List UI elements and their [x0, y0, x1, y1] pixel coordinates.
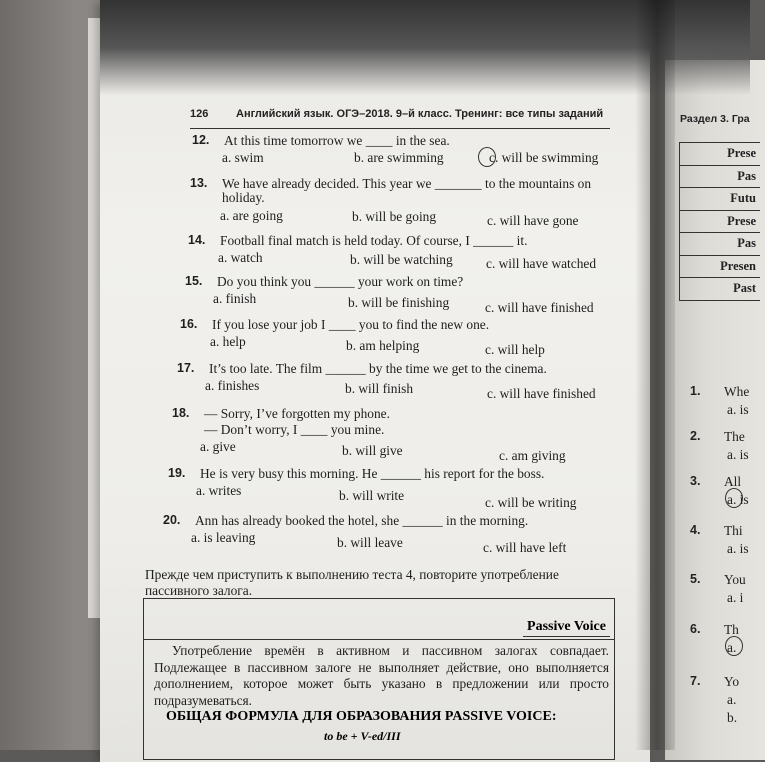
question-number: 15. [185, 274, 203, 288]
question-text: We have already decided. This year we _______ to the mountains on [222, 176, 592, 191]
question-text: He is very busy this morning. He ______ his report for the boss. [200, 466, 545, 481]
answer-circle [478, 147, 496, 167]
question-text: It’s too late. The film ______ by the time we get to the cinema. [209, 361, 547, 376]
question-number: 19. [168, 466, 186, 480]
tenses-table [679, 142, 760, 301]
option-b: b. will be finishing [348, 295, 450, 310]
option-a: a. are going [220, 208, 283, 223]
option-a: a. finishes [205, 378, 260, 393]
question-text: Do you think you ______ your work on time? [217, 274, 464, 289]
table-cell: Pas [680, 233, 760, 256]
question-text: If you lose your job I ____ you to find the new one. [212, 317, 490, 332]
question-text-line2: — Don’t worry, I ____ you mine. [204, 422, 385, 437]
option-b: b. will finish [345, 381, 414, 396]
option-c: c. will have finished [487, 386, 596, 401]
option-c: c. will have gone [487, 213, 579, 228]
option-a: a. writes [196, 483, 242, 498]
option-c: c. will be swimming [489, 150, 598, 166]
table-cell: Prese [680, 143, 760, 166]
passive-voice-box [143, 598, 615, 760]
question-number: 13. [190, 176, 208, 190]
option-c: c. will have finished [485, 300, 594, 315]
option-a: a. swim [222, 150, 264, 165]
option-a: a. help [210, 334, 246, 349]
question-text-line2: holiday. [222, 190, 265, 205]
page-number: 126 [190, 108, 209, 120]
question-number: 16. [180, 317, 198, 331]
table-cell: Presen [680, 256, 760, 279]
option-c: c. will help [485, 342, 545, 357]
question-number: 17. [177, 361, 195, 375]
page-header [190, 108, 610, 129]
box-title: Passive Voice [523, 619, 610, 637]
table-cell: Past [680, 278, 760, 301]
option-a: a. finish [213, 291, 257, 306]
option-b: b. will be watching [350, 252, 453, 267]
table-cell: Futu [680, 188, 760, 211]
question-text: — Sorry, I’ve forgotten my phone. [204, 406, 390, 421]
option-c: c. will have watched [486, 256, 597, 271]
right-page-header: Раздел 3. Гра [680, 113, 750, 125]
question-number: 18. [172, 406, 190, 420]
option-b: b. will be going [352, 209, 437, 224]
question-text: Ann has already booked the hotel, she ______ in the morning. [195, 513, 529, 528]
question-number: 20. [163, 513, 181, 527]
option-b: b. will write [339, 488, 405, 503]
option-a: a. watch [218, 250, 263, 265]
box-divider [144, 639, 614, 640]
table-cell: Prese [680, 211, 760, 234]
header-title: Английский язык. ОГЭ–2018. 9–й класс. Тренинг: все типы заданий [236, 108, 604, 120]
question-text: Football final match is held today. Of course, I ______ it. [220, 233, 528, 248]
box-text: Употребление времён в активном и пассивном залогах совпадает. Подлежащее в пассивном залоге не выполняет действие, оно выполняется дополнением, которое может быть указано в предложении или просто подразумеваться. [154, 643, 609, 708]
question-number: 12. [192, 133, 210, 147]
box-formula: to be + V-ed/III [324, 729, 401, 743]
option-c: c. am giving [499, 448, 566, 463]
box-formula-heading: ОБЩАЯ ФОРМУЛА ДЛЯ ОБРАЗОВАНИЯ PASSIVE VOICE: [166, 709, 557, 724]
question-number: 14. [188, 233, 206, 247]
option-c: c. will have left [483, 540, 567, 555]
option-a: a. is leaving [191, 530, 256, 545]
option-b: b. are swimming [354, 150, 444, 165]
option-b: b. am helping [346, 338, 420, 353]
option-c: c. will be writing [485, 495, 577, 510]
option-b: b. will give [342, 443, 403, 458]
book-spine [635, 0, 675, 750]
option-a: a. give [200, 439, 236, 454]
option-b: b. will leave [337, 535, 403, 550]
question-text: At this time tomorrow we ____ in the sea. [224, 133, 450, 148]
table-cell: Pas [680, 166, 760, 189]
intro-text: Прежде чем приступить к выполнению теста 4, повторите употребление пассивного залога. [145, 567, 559, 598]
